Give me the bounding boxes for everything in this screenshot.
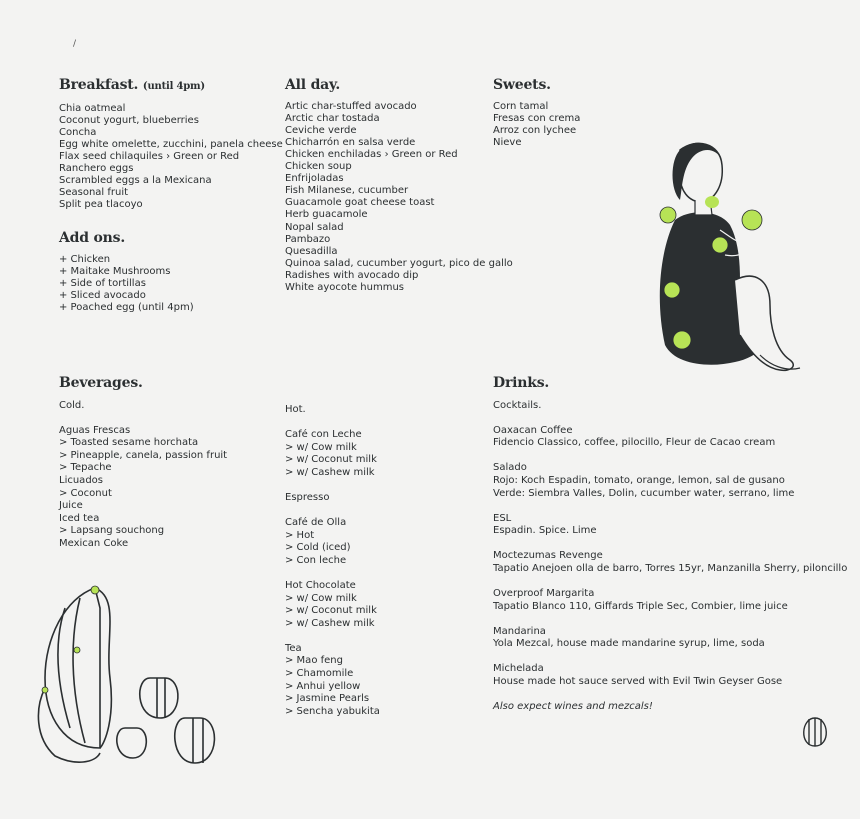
drink-item: Oaxacan Coffee xyxy=(493,424,573,436)
allday-item: Herb guacamole xyxy=(285,209,368,221)
breakfast-item: Concha xyxy=(59,127,97,139)
breakfast-item: Egg white omelette, zucchini, panela cheese xyxy=(59,139,283,151)
woman-illustration xyxy=(640,140,820,380)
breakfast-title: Breakfast. (until 4pm) xyxy=(59,77,205,93)
drink-item: Rojo: Koch Espadin, tomato, orange, lemon, sal de gusano xyxy=(493,474,785,486)
drink-spacer xyxy=(493,450,853,463)
drink-spacer xyxy=(493,538,853,551)
allday-item: Chicken soup xyxy=(285,161,352,173)
drink-spacer xyxy=(493,412,853,425)
hot-beverage-item: > w/ Cashew milk xyxy=(285,617,375,629)
allday-item: Chicharrón en salsa verde xyxy=(285,137,416,149)
drink-item: Salado xyxy=(493,462,527,474)
breakfast-section xyxy=(59,77,283,211)
drink-item: House made hot sauce served with Evil Twin Geyser Gose xyxy=(493,676,783,687)
breakfast-item: Ranchero eggs xyxy=(59,163,134,175)
cold-beverage-item: > Tepache xyxy=(59,462,112,474)
drink-item: ESL xyxy=(493,512,512,524)
cold-list xyxy=(59,400,279,551)
drink-item: Fidencio Classico, coffee, pilocillo, Fleur de Cacao cream xyxy=(493,437,776,449)
beverages-title: Beverages. xyxy=(59,375,143,391)
sweets-section xyxy=(493,79,643,149)
hot-beverage-spacer xyxy=(285,567,485,580)
hot-beverage-item: > Sencha yabukita xyxy=(285,705,380,717)
hot-beverage-item: > Hot xyxy=(285,529,315,541)
addon-item: + Sliced avocado xyxy=(59,290,146,302)
beverages-section xyxy=(59,377,279,551)
drink-item: Moctezumas Revenge xyxy=(493,550,603,562)
cold-beverage-item: > Pineapple, canela, passion fruit xyxy=(59,449,228,461)
sweets-list xyxy=(493,101,643,149)
allday-item: White ayocote hummus xyxy=(285,281,404,293)
allday-item: Guacamole goat cheese toast xyxy=(285,197,435,209)
hot-beverage-spacer xyxy=(285,630,485,643)
sweets-item: Nieve xyxy=(493,137,522,149)
hot-beverage-spacer xyxy=(285,505,485,518)
allday-item: Nopal salad xyxy=(285,221,344,233)
allday-item: Ceviche verde xyxy=(285,125,357,137)
hot-beverage-item: Tea xyxy=(285,642,302,654)
drink-item: Tapatio Blanco 110, Giffards Triple Sec, Combier, lime juice xyxy=(493,600,788,612)
allday-item: Enfrijoladas xyxy=(285,173,344,185)
hot-beverage-item: > Chamomile xyxy=(285,668,354,679)
allday-item: Fish Milanese, cucumber xyxy=(285,185,409,197)
allday-item: Chicken enchiladas › Green or Red xyxy=(285,149,458,161)
breakfast-item: Coconut yogurt, blueberries xyxy=(59,115,199,127)
hot-beverage-item: Espresso xyxy=(285,491,330,503)
allday-item: Quinoa salad, cucumber yogurt, pico de gallo xyxy=(285,257,513,269)
drink-item: Mandarina xyxy=(493,625,546,637)
small-cactus-illustration xyxy=(797,712,833,752)
breakfast-list xyxy=(59,103,283,211)
drinks-title: Drinks. xyxy=(493,375,550,391)
cold-beverage-item: Iced tea xyxy=(59,512,100,524)
drink-spacer xyxy=(493,576,853,589)
drink-item: Overproof Margarita xyxy=(493,588,595,600)
cold-beverage-item: Licuados xyxy=(59,475,103,487)
hot-beverage-item: Hot. xyxy=(285,404,306,415)
drink-spacer xyxy=(493,500,853,513)
hot-beverage-item: Café con Leche xyxy=(285,429,362,441)
breakfast-item: Split pea tlacoyo xyxy=(59,199,143,211)
allday-item: Radishes with avocado dip xyxy=(285,269,419,281)
addons-section xyxy=(59,232,279,314)
drink-spacer xyxy=(493,651,853,664)
drink-item: Yola Mezcal, house made mandarine syrup, lime, soda xyxy=(493,638,765,650)
hot-beverage-item: > Jasmine Pearls xyxy=(285,693,370,705)
sweets-item: Arroz con lychee xyxy=(493,125,577,137)
hot-beverage-item: Hot Chocolate xyxy=(285,579,356,591)
hot-beverage-item: > w/ Cashew milk xyxy=(285,466,375,478)
addons-list xyxy=(59,254,279,314)
addon-item: + Side of tortillas xyxy=(59,278,146,290)
hot-beverage-item: > Cold (iced) xyxy=(285,542,351,554)
drink-item: Michelada xyxy=(493,663,544,675)
corner-mark: / xyxy=(73,39,77,49)
drink-spacer xyxy=(493,613,853,626)
hot-beverage-item: > w/ Coconut milk xyxy=(285,605,377,617)
breakfast-item: Chia oatmeal xyxy=(59,103,126,115)
cold-beverage-item: Aguas Frescas xyxy=(59,424,131,436)
hot-beverage-item: > Mao feng xyxy=(285,655,343,667)
hot-beverage-spacer xyxy=(285,479,485,492)
allday-item: Arctic char tostada xyxy=(285,113,380,125)
hot-beverage-item: Café de Olla xyxy=(285,517,347,529)
sweets-title: Sweets. xyxy=(493,77,551,93)
breakfast-title-note: (until 4pm) xyxy=(142,81,205,92)
addon-item: + Maitake Mushrooms xyxy=(59,266,171,278)
drink-item: Tapatio Anejoen olla de barro, Torres 15yr, Manzanilla Sherry, piloncillo xyxy=(493,562,848,574)
cold-beverage-item: Mexican Coke xyxy=(59,538,129,550)
allday-title: All day. xyxy=(285,77,341,93)
drink-spacer xyxy=(493,689,853,702)
cold-beverage-spacer xyxy=(59,412,279,425)
cold-beverage-item: > Coconut xyxy=(59,487,112,499)
cactus-illustration xyxy=(25,578,225,768)
hot-beverage-spacer xyxy=(285,417,485,430)
breakfast-item: Scrambled eggs a la Mexicana xyxy=(59,175,212,187)
allday-item: Pambazo xyxy=(285,233,331,245)
hot-beverage-item: > Con leche xyxy=(285,554,347,566)
sweets-item: Fresas con crema xyxy=(493,113,581,125)
drink-item: Espadin. Spice. Lime xyxy=(493,525,597,537)
allday-item: Artic char-stuffed avocado xyxy=(285,101,417,113)
drink-item: Verde: Siembra Valles, Dolin, cucumber water, serrano, lime xyxy=(493,487,795,499)
hot-beverage-item: > w/ Coconut milk xyxy=(285,454,377,466)
addon-item: + Chicken xyxy=(59,254,111,266)
sweets-item: Corn tamal xyxy=(493,101,549,113)
hot-beverage-item: > w/ Cow milk xyxy=(285,592,357,604)
breakfast-item: Seasonal fruit xyxy=(59,187,129,199)
cold-beverage-item: Juice xyxy=(59,500,83,512)
addon-item: + Poached egg (until 4pm) xyxy=(59,302,194,314)
allday-item: Quesadilla xyxy=(285,245,338,257)
drink-item: Cocktails. xyxy=(493,399,542,411)
hot-section xyxy=(285,404,485,718)
hot-beverage-item: > Anhui yellow xyxy=(285,680,361,692)
drinks-list xyxy=(493,400,853,714)
cold-beverage-item: > Lapsang souchong xyxy=(59,525,165,537)
hot-beverage-item: > w/ Cow milk xyxy=(285,441,357,453)
drink-item: Also expect wines and mezcals! xyxy=(493,701,653,713)
drinks-section xyxy=(493,377,853,714)
breakfast-item: Flax seed chilaquiles › Green or Red xyxy=(59,151,240,163)
hot-list xyxy=(285,404,485,718)
cold-beverage-item: > Toasted sesame horchata xyxy=(59,437,199,449)
cold-beverage-item: Cold. xyxy=(59,399,85,411)
addons-title: Add ons. xyxy=(59,230,125,246)
